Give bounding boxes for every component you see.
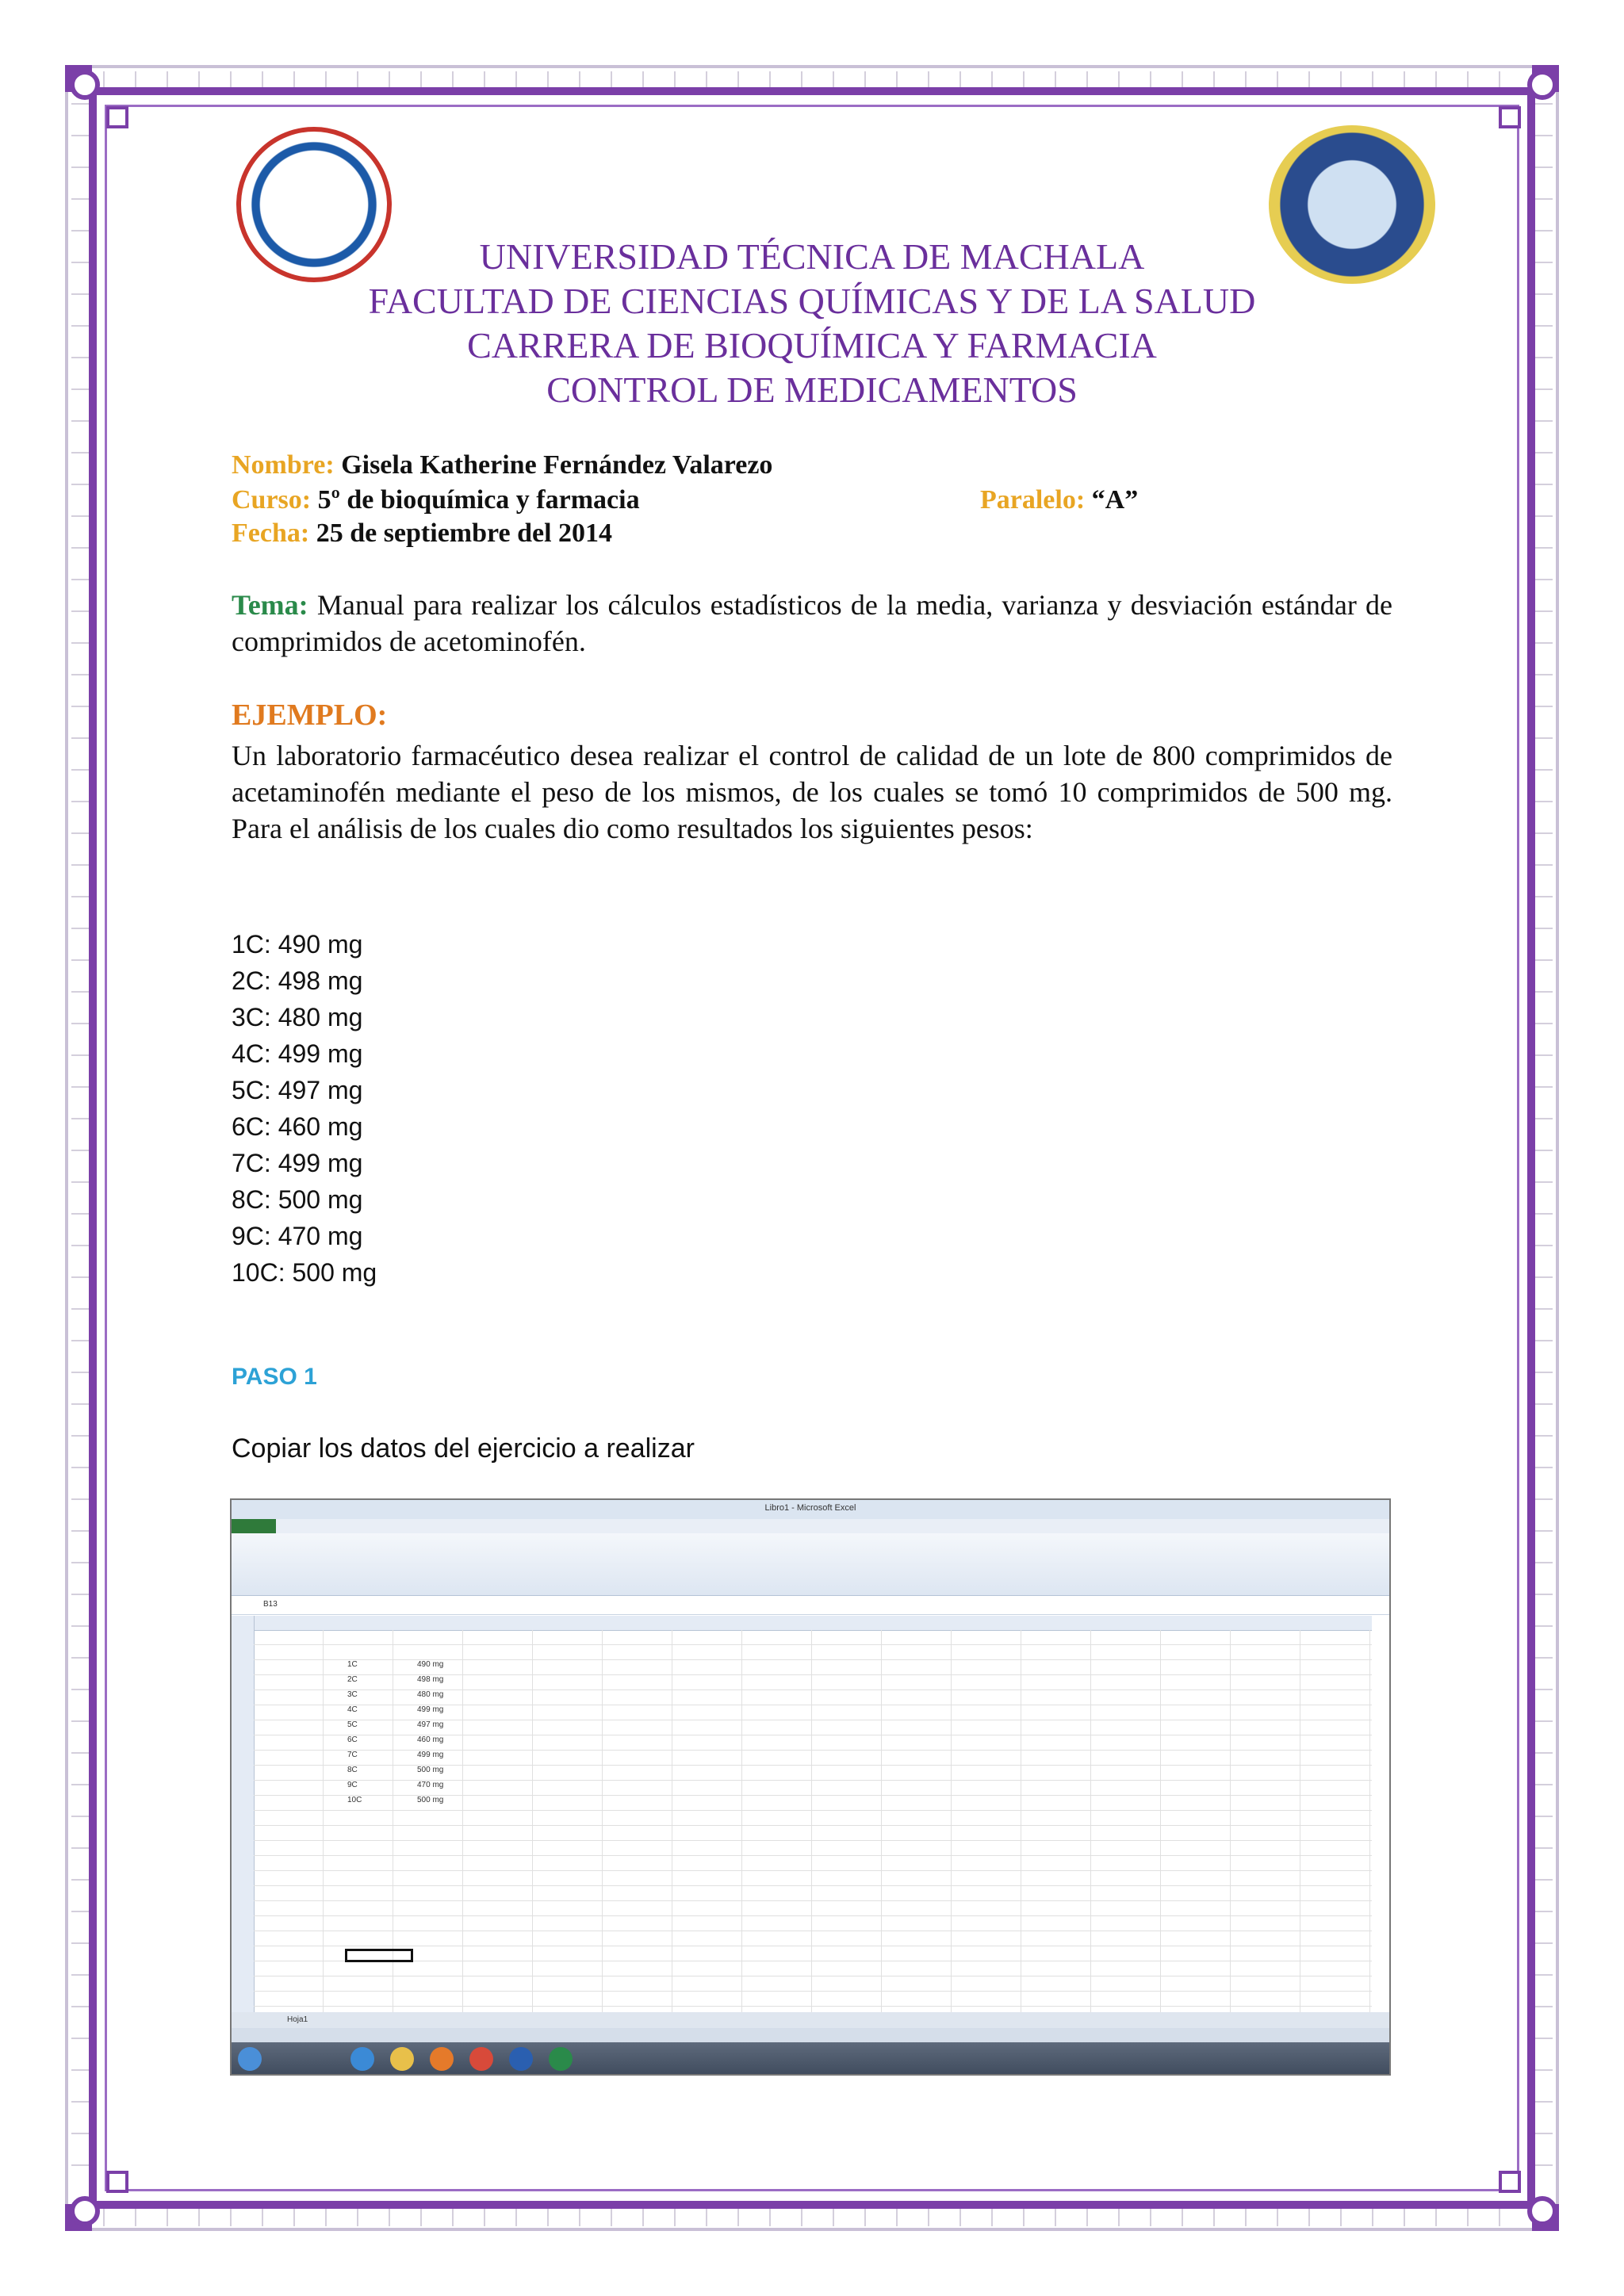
excel-screenshot bbox=[230, 1498, 1391, 2076]
excel-cell-c: 470 mg bbox=[417, 1781, 444, 1789]
header-university: UNIVERSIDAD TÉCNICA DE MACHALA bbox=[479, 236, 1145, 277]
fecha-value: 25 de septiembre del 2014 bbox=[316, 519, 613, 548]
excel-cell-b: 1C bbox=[347, 1660, 358, 1669]
excel-cell-b: 2C bbox=[347, 1675, 358, 1684]
excel-cell-c: 499 mg bbox=[417, 1751, 444, 1759]
corner-ornament-bottom-right bbox=[1472, 2144, 1559, 2231]
ejemplo-text: Un laboratorio farmacéutico desea realizar el control de calidad de un lote de 800 comprimidos de acetaminofén mediante el peso de los mismos, de los cuales se tomó 10 comprimidos de 500 mg. Para el análisis de los cuales dio como resultados los siguientes pesos: bbox=[232, 740, 1392, 844]
ie-icon bbox=[350, 2047, 374, 2071]
excel-cell-c: 500 mg bbox=[417, 1796, 444, 1804]
fecha-label: Fecha: bbox=[232, 519, 310, 548]
excel-formula-bar bbox=[232, 1597, 1389, 1615]
tema-text: Manual para realizar los cálculos estadísticos de la media, varianza y desviación estándar de comprimidos de acetominofén. bbox=[232, 589, 1393, 657]
paralelo-label: Paralelo: bbox=[980, 485, 1086, 515]
excel-cell-b: 9C bbox=[347, 1781, 358, 1789]
tema-label: Tema: bbox=[232, 589, 308, 621]
excel-cell-c: 490 mg bbox=[417, 1660, 444, 1669]
header-course: CONTROL DE MEDICAMENTOS bbox=[546, 369, 1078, 410]
excel-cell-c: 480 mg bbox=[417, 1690, 444, 1699]
excel-column-headers bbox=[254, 1616, 1372, 1631]
excel-name-box: B13 bbox=[263, 1600, 278, 1609]
header-career: CARRERA DE BIOQUÍMICA Y FARMACIA bbox=[467, 325, 1157, 365]
list-item: 3C: 480 mg bbox=[232, 1003, 363, 1031]
corner-ornament-top-left bbox=[65, 65, 152, 152]
windows-taskbar bbox=[232, 2042, 1389, 2076]
excel-cell-b: 7C bbox=[347, 1751, 358, 1759]
excel-selected-cell bbox=[345, 1949, 413, 1962]
excel-cell-c: 500 mg bbox=[417, 1766, 444, 1774]
excel-cell-c: 498 mg bbox=[417, 1675, 444, 1684]
paralelo-value: “A” bbox=[1091, 485, 1139, 515]
list-item: 1C: 490 mg bbox=[232, 930, 363, 959]
excel-cell-b: 10C bbox=[347, 1796, 362, 1804]
excel-status-bar bbox=[232, 2028, 1389, 2042]
paso-1-heading: PASO 1 bbox=[232, 1364, 317, 1390]
excel-row-headers bbox=[232, 1616, 255, 2012]
excel-window-title: Libro1 - Microsoft Excel bbox=[764, 1503, 856, 1513]
excel-grid bbox=[254, 1630, 1372, 2012]
excel-cell-c: 460 mg bbox=[417, 1735, 444, 1744]
field-curso bbox=[232, 485, 640, 515]
excel-cell-b: 8C bbox=[347, 1766, 358, 1774]
excel-ribbon bbox=[232, 1533, 1389, 1596]
list-item: 10C: 500 mg bbox=[232, 1258, 377, 1287]
excel-cell-c: 497 mg bbox=[417, 1720, 444, 1729]
corner-ornament-bottom-left bbox=[65, 2144, 152, 2231]
nombre-value: Gisela Katherine Fernández Valarezo bbox=[341, 450, 773, 480]
excel-cell-b: 6C bbox=[347, 1735, 358, 1744]
field-nombre bbox=[232, 450, 772, 480]
curso-value: 5º de bioquímica y farmacia bbox=[317, 485, 640, 515]
word-icon bbox=[509, 2047, 533, 2071]
weights-list bbox=[232, 926, 377, 1291]
start-icon bbox=[238, 2047, 262, 2071]
list-item: 5C: 497 mg bbox=[232, 1076, 363, 1104]
excel-cell-b: 5C bbox=[347, 1720, 358, 1729]
tema-paragraph bbox=[232, 587, 1392, 660]
excel-cell-b: 3C bbox=[347, 1690, 358, 1699]
excel-sheet-tabs bbox=[232, 2012, 1389, 2028]
excel-cell-c: 499 mg bbox=[417, 1705, 444, 1714]
chrome-icon bbox=[469, 2047, 493, 2071]
excel-title-bar bbox=[232, 1500, 1389, 1519]
ejemplo-heading: EJEMPLO: bbox=[232, 698, 388, 732]
folder-icon bbox=[390, 2047, 414, 2071]
excel-file-tab bbox=[232, 1519, 276, 1533]
nombre-label: Nombre: bbox=[232, 450, 335, 480]
list-item: 7C: 499 mg bbox=[232, 1149, 363, 1177]
list-item: 2C: 498 mg bbox=[232, 966, 363, 995]
firefox-icon bbox=[430, 2047, 454, 2071]
list-item: 8C: 500 mg bbox=[232, 1185, 363, 1214]
corner-ornament-top-right bbox=[1472, 65, 1559, 152]
list-item: 9C: 470 mg bbox=[232, 1222, 363, 1250]
paso-1-instruction: Copiar los datos del ejercicio a realizar bbox=[232, 1433, 695, 1464]
field-fecha bbox=[232, 519, 612, 549]
excel-icon bbox=[549, 2047, 573, 2071]
header-faculty: FACULTAD DE CIENCIAS QUÍMICAS Y DE LA SALUD bbox=[368, 281, 1256, 321]
excel-ribbon-tabs bbox=[232, 1519, 1389, 1533]
field-paralelo bbox=[980, 485, 1138, 515]
list-item: 4C: 499 mg bbox=[232, 1039, 363, 1068]
excel-cell-b: 4C bbox=[347, 1705, 358, 1714]
curso-label: Curso: bbox=[232, 485, 312, 515]
excel-sheet-tab: Hoja1 bbox=[287, 2015, 308, 2024]
list-item: 6C: 460 mg bbox=[232, 1112, 363, 1141]
